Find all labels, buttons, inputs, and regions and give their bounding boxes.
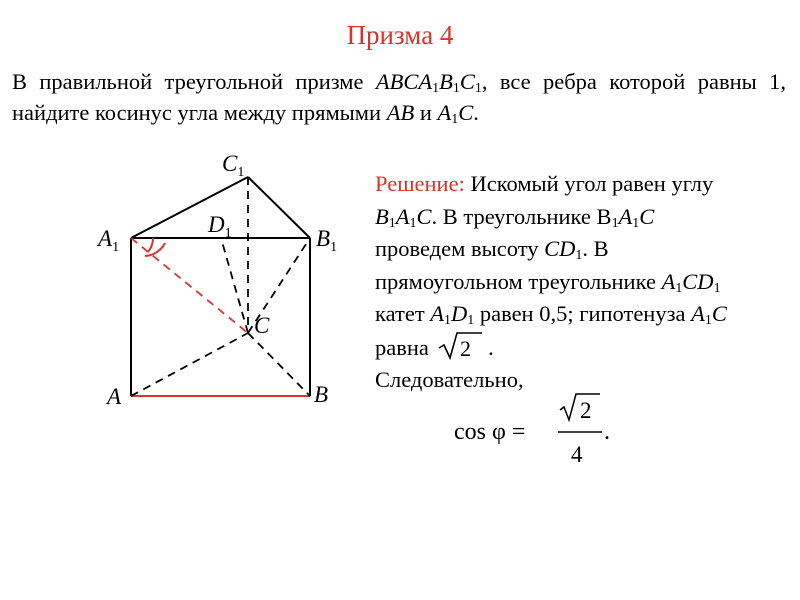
slide-title: Призма 4 [346,20,454,50]
formula-denominator: 4 [571,442,583,467]
sqrt-two [437,331,483,361]
problem-statement: В правильной треугольной призме $ABCA_1B_1C_1$, все ребра которой равны 1, найдите косинус угла между прямыми AB и $A_1C$. [12,69,787,128]
svg-text:2: 2 [459,335,471,361]
label-b: B [314,382,329,407]
label-a: A [107,384,122,409]
solution-label: Решение: [375,171,465,196]
formula-end: . [604,419,610,445]
label-d1: $D_1$ [208,212,232,241]
cosine-formula [452,392,622,468]
label-a1: $A_1$ [98,226,120,255]
label-b1: $B_1$ [316,226,338,255]
angle-arc [148,238,153,252]
formula-numerator: 2 [580,398,592,423]
angle-arc-2 [145,243,165,256]
edge-c-b [248,333,310,396]
height-c-d1 [221,238,248,333]
formula-lhs: cos φ = [454,419,526,445]
prism-figure [0,0,370,420]
edge-a-c [131,333,248,396]
solution-text: Решение: Искомый угол равен углу $B_1A_1C$. В треугольнике $B_1A_1C$ проведем высоту $CD_1$. В прямоугольном треугольнике $A_1CD_1$ катет $A_1D_1$ равен 0,5; гипотенуза $A_1C$ равна 2 . Следовательно, [375,171,727,392]
label-c1: $C_1$ [222,151,245,180]
label-c: C [254,313,270,338]
edge-c1-b1 [248,177,310,238]
